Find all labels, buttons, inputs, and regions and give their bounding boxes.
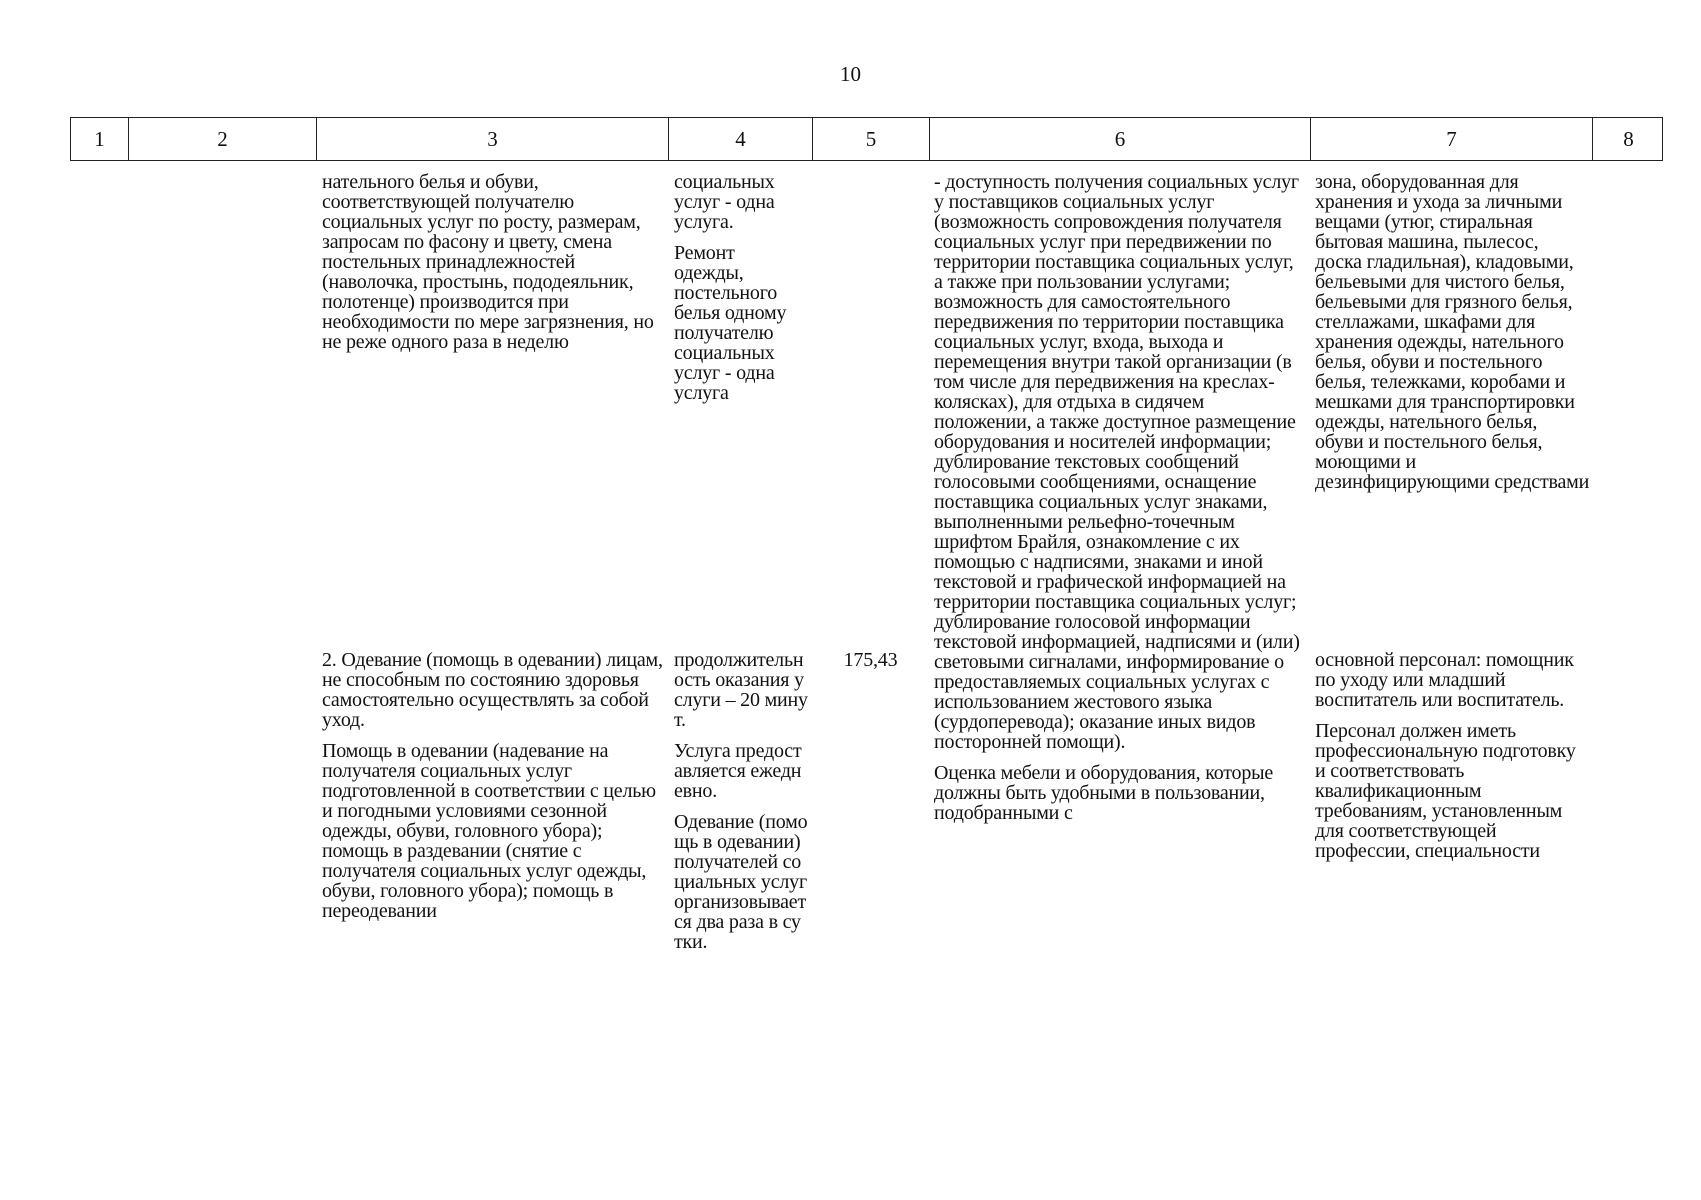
row1-col3	[322, 172, 667, 363]
col6-text-1: - доступность получения социальных услуг у поставщиков социальных услуг (возможность сопровождения получателя социальных услуг при передвижении по территории поставщика социальных услуг, а также при пользовании услугами; возможность для самостоятельного передвижения по территории поставщика социальных услуг, входа, выхода и перемещения внутри такой организации (в том числе для передвижения на креслах-колясках), для отдыха в сидячем положении, а также доступное размещение оборудования и носителей информации; дублирование текстовых сообщений голосовыми сообщениями, оснащение поставщика социальных услуг знаками, выполненными рельефно-точечным шрифтом Брайля, ознакомление с их помощью с надписями, знаками и иной текстовой и графической информацией на территории поставщика социальных услуг; дублирование голосовой информации текстовой информацией, надписями и (или) световыми сигналами, информирование о предоставляемых социальных услугах с использованием жестового языка (сурдоперевода); оказание иных видов посторонней помощи).	[934, 171, 1300, 753]
header-col-4: 4	[669, 118, 813, 160]
row2-col3-text-2: Помощь в одевании (надевание на получателя социальных услуг подготовленной в соответствии с целью и погодными условиями сезонной одежды, обуви, головного убора); помощь в раздевании (снятие с получателя социальных услуг одежды, обуви, головного убора); помощь в переодевании	[322, 740, 656, 922]
row2-col7-text-2: Персонал должен иметь профессиональную подготовку и соответствовать квалификационным требованиям, установленным для соответствующей профессии, специальности	[1315, 720, 1576, 862]
header-col-8: 8	[1623, 126, 1634, 151]
row2-col4-text-3: Одевание (помощь в одевании) получателей социальных услуг организовывается два раза в сутки.	[674, 811, 808, 953]
row2-col3	[322, 650, 667, 932]
row2-col4-text-1: продолжительность оказания услуги – 20 минут.	[674, 649, 808, 731]
row1-col3-text: нательного белья и обуви, соответствующей получателю социальных услуг по росту, размерам, запросам по фасону и цвету, смена постельных принадлежностей (наволочка, простынь, пододеяльник, полотенце) производится при необходимости по мере загрязнения, но не реже одного раза в неделю	[322, 171, 654, 353]
row2-col5	[812, 650, 929, 681]
header-col-5: 5	[813, 118, 930, 160]
row2-col5-price: 175,43	[843, 649, 898, 671]
row2-col4-text-2: Услуга предоставляется ежедневно.	[674, 740, 802, 802]
row2-col4	[674, 650, 808, 963]
row2-col3-text-1: 2. Одевание (помощь в одевании) лицам, не способным по состоянию здоровья самостоятельно осуществлять за собой уход.	[322, 649, 663, 731]
row1-col4-text-1: социальных услуг - одна услуга.	[674, 171, 775, 233]
col6-text-2: Оценка мебели и оборудования, которые должны быть удобными в пользовании, подобранными с	[934, 762, 1274, 824]
header-col-6: 6	[930, 118, 1311, 160]
row1-col4-text-2: Ремонт одежды, постельного белья одному получателю социальных услуг - одна услуга	[674, 242, 787, 404]
header-col-1: 1	[71, 118, 129, 160]
row1-col4	[674, 172, 806, 414]
header-col-2: 2	[129, 118, 317, 160]
table-header-row	[70, 117, 1663, 161]
header-col-7: 7	[1311, 118, 1593, 160]
row1-col7	[1315, 172, 1590, 503]
header-col-3: 3	[317, 118, 669, 160]
page-number: 10	[840, 62, 861, 86]
row1-col7-text: зона, оборудованная для хранения и ухода за личными вещами (утюг, стиральная бытовая машина, пылесос, доска гладильная), кладовыми, бельевыми для чистого белья, бельевыми для грязного белья, стеллажами, шкафами для хранения одежды, нательного белья, обуви и постельного белья, тележками, коробами и мешками для транспортировки одежды, нательного белья, обуви и постельного белья, моющими и дезинфицирующими средствами	[1315, 171, 1590, 493]
col6-text-block	[934, 172, 1306, 834]
row2-col7	[1315, 650, 1590, 872]
row2-col7-text-1: основной персонал: помощник по уходу или младший воспитатель или воспитатель.	[1315, 649, 1574, 711]
